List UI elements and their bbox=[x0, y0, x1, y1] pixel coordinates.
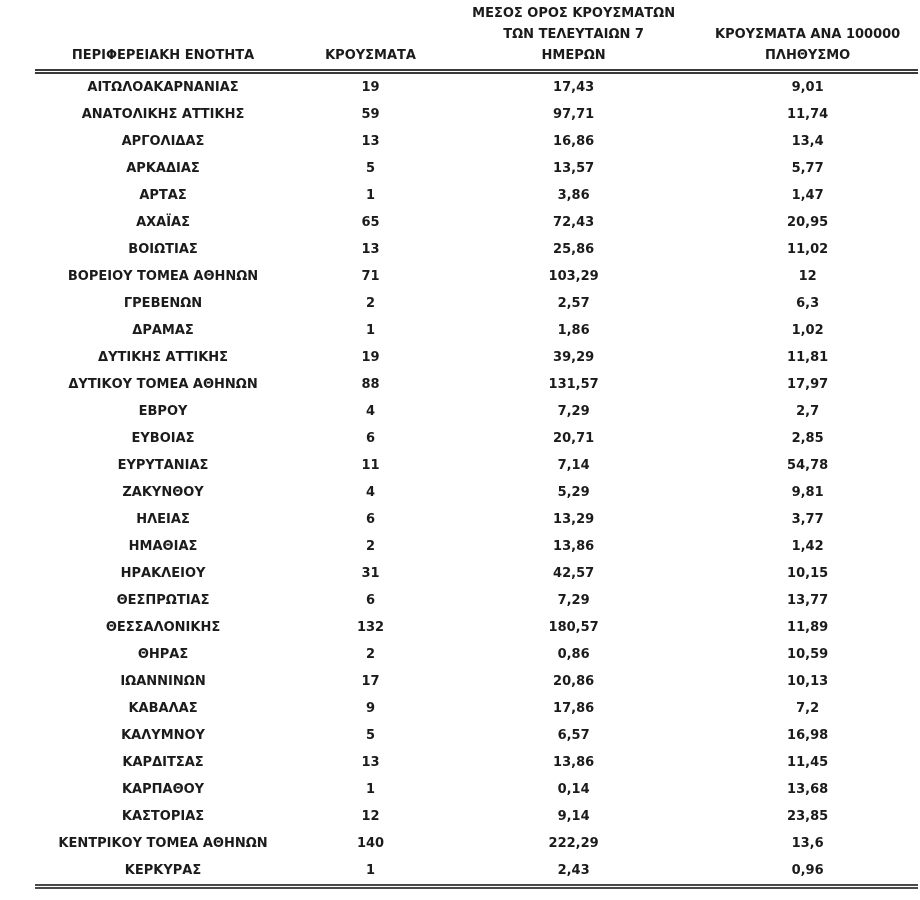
table-row bbox=[35, 452, 918, 479]
header-cases bbox=[291, 3, 450, 72]
avg7-value-cell: 0,86 bbox=[557, 647, 590, 662]
table-row bbox=[35, 668, 918, 695]
avg7-value-cell: 39,29 bbox=[553, 350, 595, 365]
avg7-value-cell: 0,14 bbox=[557, 782, 590, 797]
region-cell: ΔΡΑΜΑΣ bbox=[132, 323, 194, 338]
avg7-value-cell: 222,29 bbox=[548, 836, 599, 851]
header-per100k-line2: ΠΛΗΘΥΣΜΟ bbox=[765, 48, 851, 63]
table-row bbox=[35, 182, 918, 209]
per100k-value-cell: 1,42 bbox=[791, 539, 824, 554]
table-row bbox=[35, 641, 918, 668]
per100k-value-cell: 10,13 bbox=[787, 674, 829, 689]
avg7-value-cell: 17,86 bbox=[553, 701, 595, 716]
per100k-value-cell: 10,59 bbox=[787, 647, 829, 662]
per100k-value-cell: 17,97 bbox=[787, 377, 829, 392]
cases-value-cell: 11 bbox=[361, 458, 380, 473]
header-region-label: ΠΕΡΙΦΕΡΕΙΑΚΗ ΕΝΟΤΗΤΑ bbox=[71, 48, 255, 63]
region-cell: ΖΑΚΥΝΘΟΥ bbox=[122, 485, 204, 500]
table-row bbox=[35, 587, 918, 614]
region-cell: ΑΡΤΑΣ bbox=[139, 188, 187, 203]
table-row bbox=[35, 614, 918, 641]
per100k-value-cell: 20,95 bbox=[787, 215, 829, 230]
header-avg7 bbox=[450, 3, 697, 72]
avg7-value-cell: 7,29 bbox=[557, 593, 590, 608]
per100k-value-cell: 2,7 bbox=[796, 404, 820, 419]
table-row bbox=[35, 749, 918, 776]
avg7-value-cell: 2,43 bbox=[450, 857, 697, 887]
region-cell: ΗΡΑΚΛΕΙΟΥ bbox=[120, 566, 206, 581]
regional-cases-table-wrap bbox=[35, 3, 918, 889]
region-cell: ΒΟΡΕΙΟΥ ΤΟΜΕΑ ΑΘΗΝΩΝ bbox=[67, 269, 259, 284]
region-cell: ΚΕΝΤΡΙΚΟΥ ΤΟΜΕΑ ΑΘΗΝΩΝ bbox=[58, 836, 268, 851]
cases-value-cell: 12 bbox=[361, 809, 380, 824]
region-cell: ΚΑΛΥΜΝΟΥ bbox=[121, 728, 205, 743]
cases-value-cell: 5 bbox=[366, 161, 376, 176]
table-row bbox=[35, 101, 918, 128]
per100k-value-cell: 13,77 bbox=[787, 593, 829, 608]
cases-value-cell: 19 bbox=[361, 80, 380, 95]
table-row bbox=[35, 830, 918, 857]
region-cell: ΘΗΡΑΣ bbox=[137, 647, 189, 662]
per100k-value-cell: 2,85 bbox=[791, 431, 824, 446]
per100k-value-cell: 0,96 bbox=[697, 857, 918, 887]
avg7-value-cell: 97,71 bbox=[553, 107, 595, 122]
header-avg7-line2: ΤΩΝ ΤΕΛΕΥΤΑΙΩΝ 7 bbox=[503, 27, 644, 42]
avg7-value-cell: 20,86 bbox=[553, 674, 595, 689]
header-avg7-line1: ΜΕΣΟΣ ΟΡΟΣ ΚΡΟΥΣΜΑΤΩΝ bbox=[472, 6, 676, 21]
cases-value-cell: 1 bbox=[366, 323, 376, 338]
region-cell: ΚΕΡΚΥΡΑΣ bbox=[35, 857, 291, 887]
region-cell: ΚΑΡΠΑΘΟΥ bbox=[121, 782, 205, 797]
per100k-value-cell: 1,02 bbox=[791, 323, 824, 338]
avg7-value-cell: 13,29 bbox=[553, 512, 595, 527]
header-per100k-line1: ΚΡΟΥΣΜΑΤΑ ΑΝΑ 100000 bbox=[715, 27, 901, 42]
region-cell: ΑΡΚΑΔΙΑΣ bbox=[126, 161, 200, 176]
table-row bbox=[35, 722, 918, 749]
avg7-value-cell: 7,14 bbox=[557, 458, 590, 473]
cases-value-cell: 71 bbox=[361, 269, 380, 284]
table-row bbox=[35, 128, 918, 155]
table-row bbox=[35, 155, 918, 182]
header-region bbox=[35, 3, 291, 72]
header-row bbox=[35, 3, 918, 72]
avg7-value-cell: 131,57 bbox=[548, 377, 599, 392]
region-cell: ΕΥΒΟΙΑΣ bbox=[131, 431, 195, 446]
cases-value-cell: 4 bbox=[366, 485, 376, 500]
per100k-value-cell: 3,77 bbox=[791, 512, 824, 527]
cases-value-cell: 31 bbox=[361, 566, 380, 581]
region-cell: ΚΑΣΤΟΡΙΑΣ bbox=[121, 809, 205, 824]
cases-value-cell: 19 bbox=[361, 350, 380, 365]
table-row bbox=[35, 560, 918, 587]
avg7-value-cell: 7,29 bbox=[557, 404, 590, 419]
table-row bbox=[35, 776, 918, 803]
avg7-value-cell: 3,86 bbox=[557, 188, 590, 203]
per100k-value-cell: 16,98 bbox=[787, 728, 829, 743]
per100k-value-cell: 11,89 bbox=[787, 620, 829, 635]
region-cell: ΚΑΒΑΛΑΣ bbox=[128, 701, 198, 716]
table-row bbox=[35, 803, 918, 830]
per100k-value-cell: 9,01 bbox=[791, 80, 824, 95]
per100k-value-cell: 1,47 bbox=[791, 188, 824, 203]
table-row bbox=[35, 317, 918, 344]
cases-value-cell: 1 bbox=[366, 188, 376, 203]
avg7-value-cell: 72,43 bbox=[553, 215, 595, 230]
region-cell: ΕΥΡΥΤΑΝΙΑΣ bbox=[117, 458, 209, 473]
cases-value-cell: 1 bbox=[291, 857, 450, 887]
table-row bbox=[35, 398, 918, 425]
region-cell: ΗΜΑΘΙΑΣ bbox=[128, 539, 198, 554]
table-row bbox=[35, 72, 918, 102]
header-avg7-line3: ΗΜΕΡΩΝ bbox=[541, 48, 606, 63]
cases-value-cell: 65 bbox=[361, 215, 380, 230]
per100k-value-cell: 12 bbox=[798, 269, 817, 284]
table-row bbox=[35, 506, 918, 533]
region-cell: ΑΡΓΟΛΙΔΑΣ bbox=[121, 134, 205, 149]
cases-value-cell: 13 bbox=[361, 134, 380, 149]
table-row bbox=[35, 425, 918, 452]
avg7-value-cell: 13,57 bbox=[553, 161, 595, 176]
region-cell: ΓΡΕΒΕΝΩΝ bbox=[123, 296, 203, 311]
cases-value-cell: 4 bbox=[366, 404, 376, 419]
avg7-value-cell: 25,86 bbox=[553, 242, 595, 257]
per100k-value-cell: 10,15 bbox=[787, 566, 829, 581]
table-row bbox=[35, 344, 918, 371]
cases-value-cell: 88 bbox=[361, 377, 380, 392]
per100k-value-cell: 6,3 bbox=[796, 296, 820, 311]
cases-value-cell: 13 bbox=[361, 242, 380, 257]
header-per100k bbox=[697, 3, 918, 72]
per100k-value-cell: 23,85 bbox=[787, 809, 829, 824]
cases-value-cell: 6 bbox=[366, 512, 376, 527]
cases-value-cell: 59 bbox=[361, 107, 380, 122]
per100k-value-cell: 5,77 bbox=[791, 161, 824, 176]
per100k-value-cell: 13,68 bbox=[787, 782, 829, 797]
cases-value-cell: 1 bbox=[366, 782, 376, 797]
avg7-value-cell: 13,86 bbox=[553, 539, 595, 554]
table-header bbox=[35, 3, 918, 72]
cases-value-cell: 140 bbox=[356, 836, 385, 851]
avg7-value-cell: 2,57 bbox=[557, 296, 590, 311]
region-cell: ΔΥΤΙΚΟΥ ΤΟΜΕΑ ΑΘΗΝΩΝ bbox=[68, 377, 258, 392]
regional-cases-table bbox=[35, 3, 918, 889]
cases-value-cell: 132 bbox=[356, 620, 385, 635]
region-cell: ΕΒΡΟΥ bbox=[138, 404, 188, 419]
cases-value-cell: 13 bbox=[361, 755, 380, 770]
cases-value-cell: 2 bbox=[366, 647, 376, 662]
per100k-value-cell: 54,78 bbox=[787, 458, 829, 473]
cases-value-cell: 2 bbox=[366, 296, 376, 311]
table-row bbox=[35, 263, 918, 290]
cases-value-cell: 5 bbox=[366, 728, 376, 743]
region-cell: ΗΛΕΙΑΣ bbox=[136, 512, 190, 527]
cases-value-cell: 17 bbox=[361, 674, 380, 689]
region-cell: ΒΟΙΩΤΙΑΣ bbox=[128, 242, 198, 257]
cases-value-cell: 2 bbox=[366, 539, 376, 554]
table-row bbox=[35, 236, 918, 263]
avg7-value-cell: 13,86 bbox=[553, 755, 595, 770]
per100k-value-cell: 11,74 bbox=[787, 107, 829, 122]
region-cell: ΑΧΑΪΑΣ bbox=[136, 215, 190, 230]
region-cell: ΙΩΑΝΝΙΝΩΝ bbox=[120, 674, 206, 689]
cases-value-cell: 6 bbox=[366, 431, 376, 446]
avg7-value-cell: 9,14 bbox=[557, 809, 590, 824]
region-cell: ΘΕΣΠΡΩΤΙΑΣ bbox=[116, 593, 210, 608]
avg7-value-cell: 42,57 bbox=[553, 566, 595, 581]
table-body bbox=[35, 72, 918, 887]
per100k-value-cell: 11,02 bbox=[787, 242, 829, 257]
cases-value-cell: 9 bbox=[366, 701, 376, 716]
table-row bbox=[35, 695, 918, 722]
region-cell: ΑΝΑΤΟΛΙΚΗΣ ΑΤΤΙΚΗΣ bbox=[81, 107, 245, 122]
avg7-value-cell: 180,57 bbox=[548, 620, 599, 635]
avg7-value-cell: 6,57 bbox=[557, 728, 590, 743]
avg7-value-cell: 1,86 bbox=[557, 323, 590, 338]
table-row bbox=[35, 857, 918, 887]
avg7-value-cell: 103,29 bbox=[548, 269, 599, 284]
table-row bbox=[35, 290, 918, 317]
header-cases-label: ΚΡΟΥΣΜΑΤΑ bbox=[325, 48, 416, 63]
per100k-value-cell: 13,4 bbox=[791, 134, 824, 149]
avg7-value-cell: 20,71 bbox=[553, 431, 595, 446]
per100k-value-cell: 7,2 bbox=[796, 701, 820, 716]
avg7-value-cell: 17,43 bbox=[553, 80, 595, 95]
avg7-value-cell: 5,29 bbox=[557, 485, 590, 500]
region-cell: ΔΥΤΙΚΗΣ ΑΤΤΙΚΗΣ bbox=[98, 350, 229, 365]
per100k-value-cell: 11,45 bbox=[787, 755, 829, 770]
table-row bbox=[35, 209, 918, 236]
table-row bbox=[35, 479, 918, 506]
region-cell: ΚΑΡΔΙΤΣΑΣ bbox=[122, 755, 204, 770]
per100k-value-cell: 13,6 bbox=[791, 836, 824, 851]
table-row bbox=[35, 533, 918, 560]
cases-value-cell: 6 bbox=[366, 593, 376, 608]
per100k-value-cell: 9,81 bbox=[791, 485, 824, 500]
region-cell: ΘΕΣΣΑΛΟΝΙΚΗΣ bbox=[105, 620, 221, 635]
region-cell: ΑΙΤΩΛΟΑΚΑΡΝΑΝΙΑΣ bbox=[87, 80, 239, 95]
avg7-value-cell: 16,86 bbox=[553, 134, 595, 149]
per100k-value-cell: 11,81 bbox=[787, 350, 829, 365]
table-row bbox=[35, 371, 918, 398]
